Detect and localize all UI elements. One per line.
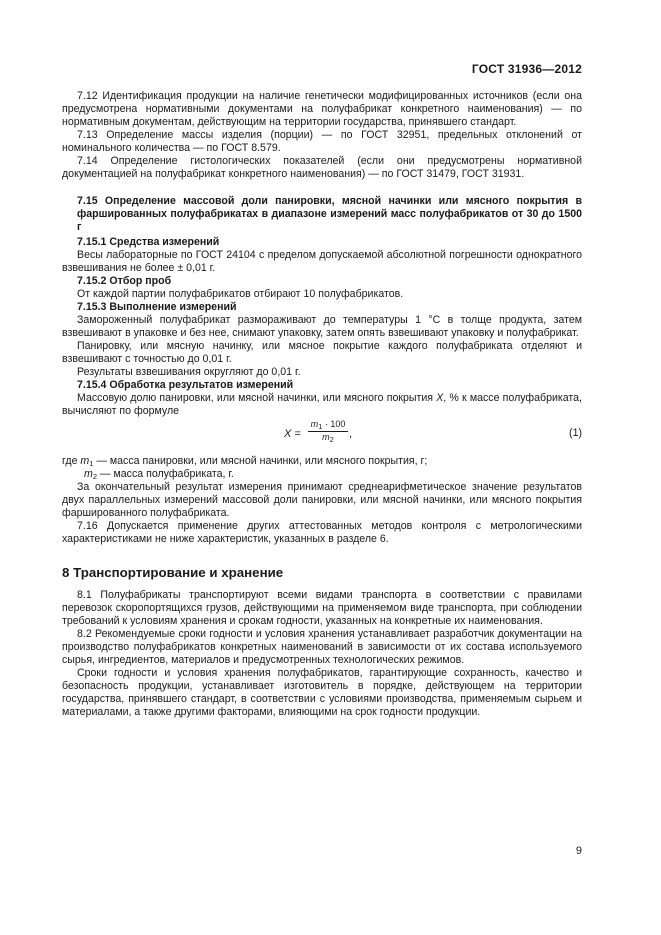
subsection-7-15-3-para-3: Результаты взвешивания округляют до 0,01 г.: [77, 366, 301, 378]
formula-denominator: [308, 432, 348, 443]
page-number: 9: [575, 845, 582, 857]
subsection-7-15-1-title: 7.15.1 Средства измерений: [77, 236, 220, 248]
formula-intro-a: Массовую долю панировки, или мясной начинки, или мясного покрытия: [77, 392, 437, 404]
paragraph-8-2: 8.2 Рекомендуемые сроки годности и условия хранения устанавливает разработчик документации на производство полуфабрикатов конкретных наименований в зависимости от их состава используемого сырья, ингредиентов, материалов и предусмотренных технологических режимов.: [62, 628, 582, 666]
section-8-title: 8 Транспортирование и хранение: [62, 565, 284, 580]
m1-var: m: [80, 455, 90, 467]
where-line-m2: [62, 468, 582, 481]
subsection-7-15-2-title: 7.15.2 Отбор проб: [77, 275, 172, 287]
subsection-7-15-1-text: Весы лабораторные по ГОСТ 24104 с пределом допускаемой абсолютной погрешности однократного взвешивания не более ± 0,01 г.: [62, 249, 582, 274]
numerator-rest: · 100: [322, 419, 346, 429]
formula-numerator: [308, 419, 348, 432]
numerator-var: m: [310, 419, 319, 429]
denominator-sub: 2: [329, 435, 334, 444]
m2-sub: 2: [92, 472, 97, 481]
standard-header: ГОСТ 31936—2012: [471, 62, 582, 76]
formula-comma: ,: [349, 428, 353, 440]
subsection-7-15-2-text: От каждой партии полуфабрикатов отбирают 10 полуфабрикатов.: [77, 288, 404, 300]
formula-intro-b: , % к массе полуфабриката, вычисляют по формуле: [62, 392, 583, 417]
formula-1: [62, 419, 582, 449]
final-result-paragraph: За окончательный результат измерения принимают среднеарифметическое значение результатов двух параллельных измерений массовой доли панировки, или мясной начинки, или мясного покрытия фаршированного полуфабриката.: [62, 481, 582, 519]
formula-number: (1): [569, 427, 582, 439]
formula-fraction: [308, 419, 348, 443]
section-7-15-title: 7.15 Определение массовой доли панировки, мясной начинки или мясного покрытия в фаршированных полуфабрикатах в диапазоне измерений масс полуфабрикатов от 30 до 1500 г: [77, 195, 582, 233]
m2-description: — масса полуфабриката, г.: [97, 468, 234, 480]
m1-sub: 1: [89, 459, 94, 468]
numerator-sub: 1: [318, 422, 323, 431]
subsection-7-15-3-title: 7.15.3 Выполнение измерений: [77, 301, 237, 313]
subsection-7-15-4-para-1: [62, 392, 582, 418]
subsection-7-15-4-title: 7.15.4 Обработка результатов измерений: [77, 379, 294, 391]
paragraph-7-16: 7.16 Допускается применение других аттестованных методов контроля с метрологическими характеристиками не ниже характеристик, указанных в разделе 6.: [62, 520, 582, 545]
m1-description: — масса панировки, или мясной начинки, или мясного покрытия, г;: [93, 455, 428, 467]
formula-lhs: X =: [284, 428, 301, 440]
paragraph-7-14: 7.14 Определение гистологических показателей (если они предусмотрены нормативной документацией на полуфабрикат конкретного наименования) — по ГОСТ 31479, ГОСТ 31931.: [62, 155, 582, 180]
variable-x: X: [436, 392, 444, 404]
where-prefix: где: [62, 455, 81, 467]
m2-var: m: [84, 468, 93, 480]
subsection-7-15-3-para-2: Панировку, или мясную начинку, или мясное покрытие каждого полуфабриката отделяют и взвешивают с точностью до 0,01 г.: [62, 340, 582, 365]
paragraph-7-13: 7.13 Определение массы изделия (порции) — по ГОСТ 32951, предельных отклонений от номинального количества — по ГОСТ 8.579.: [62, 129, 582, 154]
page-content: [62, 90, 582, 719]
subsection-7-15-3-para-1: Замороженный полуфабрикат размораживают до температуры 1 °С в толще продукта, затем взвешивают в упаковке и без нее, снимают упаковку, затем опять взвешивают упаковку и полуфабрикат.: [62, 314, 582, 339]
where-line-m1: [62, 455, 582, 468]
paragraph-8-2-cont: Сроки годности и условия хранения полуфабрикатов, гарантирующие сохранность, качество и безопасность продукции, устанавливает изготовитель в порядке, действующем на территории государства, принявшего стандарт, в соответствии с условиями производства, применяемым сырьем и материалами, а также другими факторами, влияющими на срок годности продукции.: [62, 667, 582, 718]
denominator-var: m: [322, 432, 330, 442]
paragraph-7-12: 7.12 Идентификация продукции на наличие генетически модифицированных источников (если она предусмотрена нормативными документами на полуфабрикат конкретного наименования) — по нормативным документам, действующим на территории государства, принявшего стандарт.: [62, 90, 582, 128]
paragraph-8-1: 8.1 Полуфабрикаты транспортируют всеми видами транспорта в соответствии с правилами перевозок скоропортящихся грузов, действующими на применяемом виде транспорта, при соблюдении требований к условиям хранения и срокам годности, указанных на конкретные их наименования.: [62, 589, 582, 627]
